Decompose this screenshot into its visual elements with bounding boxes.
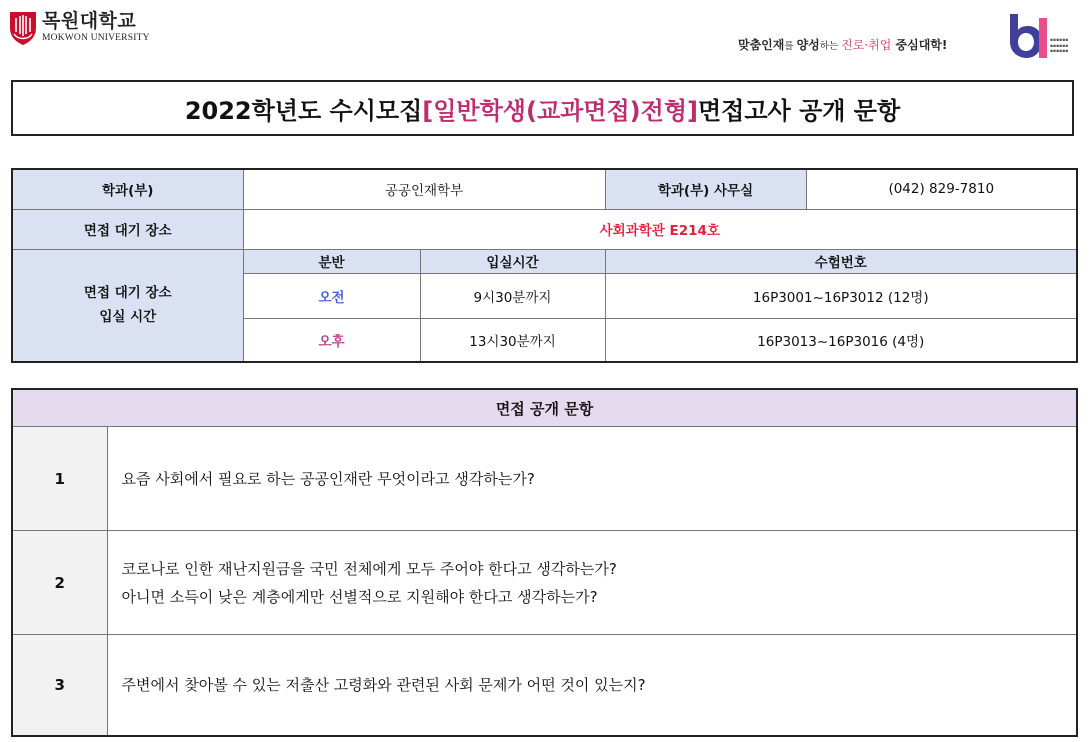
question-text [107,635,1077,736]
session-name: 오전 [243,273,420,318]
questions-header: 면접 공개 문항 [12,389,1077,427]
university-logo[interactable] [8,10,150,46]
entry-time-column-header: 입실시간 [420,249,605,273]
question-text [107,427,1077,531]
entry-time-label-line2: 입실 시간 [99,309,157,326]
slogan-part: 하는 [819,41,842,52]
question-number: 3 [12,635,107,736]
session-entry-time: 9시30분까지 [420,273,605,318]
question-line: 주변에서 찾아볼 수 있는 저출산 고령화와 관련된 사회 문제가 어떤 것이 있는지? [121,675,646,694]
waiting-place-label: 면접 대기 장소 [12,209,243,249]
dept-label: 학과(부) [12,169,243,209]
badge-caption: ▪▪▪▪▪▪ ▪▪▪▪▪▪ ▪▪▪▪▪▪ [1050,38,1069,54]
entry-time-label [12,249,243,362]
question-number: 2 [12,531,107,635]
question-line: 코로나로 인한 재난지원금을 국민 전체에게 모두 주어야 한다고 생각하는가? [121,559,617,578]
interview-questions-table [11,388,1078,737]
title-highlight: [일반학생(교과면접)전형] [422,96,698,125]
question-number: 1 [12,427,107,531]
interview-info-table [11,168,1078,363]
question-line: 아니면 소득이 낮은 계층에게만 선별적으로 지원해야 한다고 생각하는가? [121,587,598,606]
session-name: 오후 [243,318,420,362]
slogan-part: 맞춤인재 [738,38,785,52]
table-row [12,389,1077,427]
entry-time-label-line1: 면접 대기 장소 [83,285,172,302]
anniversary-mark-icon [1006,12,1048,60]
waiting-place-value: 사회과학관 E214호 [243,209,1077,249]
exam-number-column-header: 수험번호 [605,249,1077,273]
title-prefix: 2022학년도 수시모집 [184,96,423,125]
table-row [12,209,1077,249]
question-row [12,427,1077,531]
session-exam-numbers: 16P3013~16P3016 (4명) [605,318,1077,362]
slogan-part: 중심대학! [891,38,948,52]
title-suffix: 면접고사 공개 문항 [697,96,901,125]
slogan-part: 양성 [796,38,820,52]
office-phone: (042) 829-7810 [806,169,1077,209]
slogan-part: 를 [784,41,797,52]
question-row [12,635,1077,736]
session-entry-time: 13시30분까지 [420,318,605,362]
page-title [11,80,1074,136]
slogan [738,36,947,53]
anniversary-badge [1006,12,1084,60]
university-emblem-icon [8,10,38,46]
question-row [12,531,1077,635]
question-text [107,531,1077,635]
slogan-part: 진로·취업 [841,38,892,52]
session-exam-numbers: 16P3001~16P3012 (12명) [605,273,1077,318]
dept-value: 공공인재학부 [243,169,605,209]
office-label: 학과(부) 사무실 [605,169,806,209]
university-name-en: MOKWON UNIVERSITY [42,33,150,44]
table-row [12,249,1077,273]
table-row [12,169,1077,209]
question-line: 요즘 사회에서 필요로 하는 공공인재란 무엇이라고 생각하는가? [121,469,535,488]
university-name-kr: 목원대학교 [42,10,137,33]
session-column-header: 분반 [243,249,420,273]
